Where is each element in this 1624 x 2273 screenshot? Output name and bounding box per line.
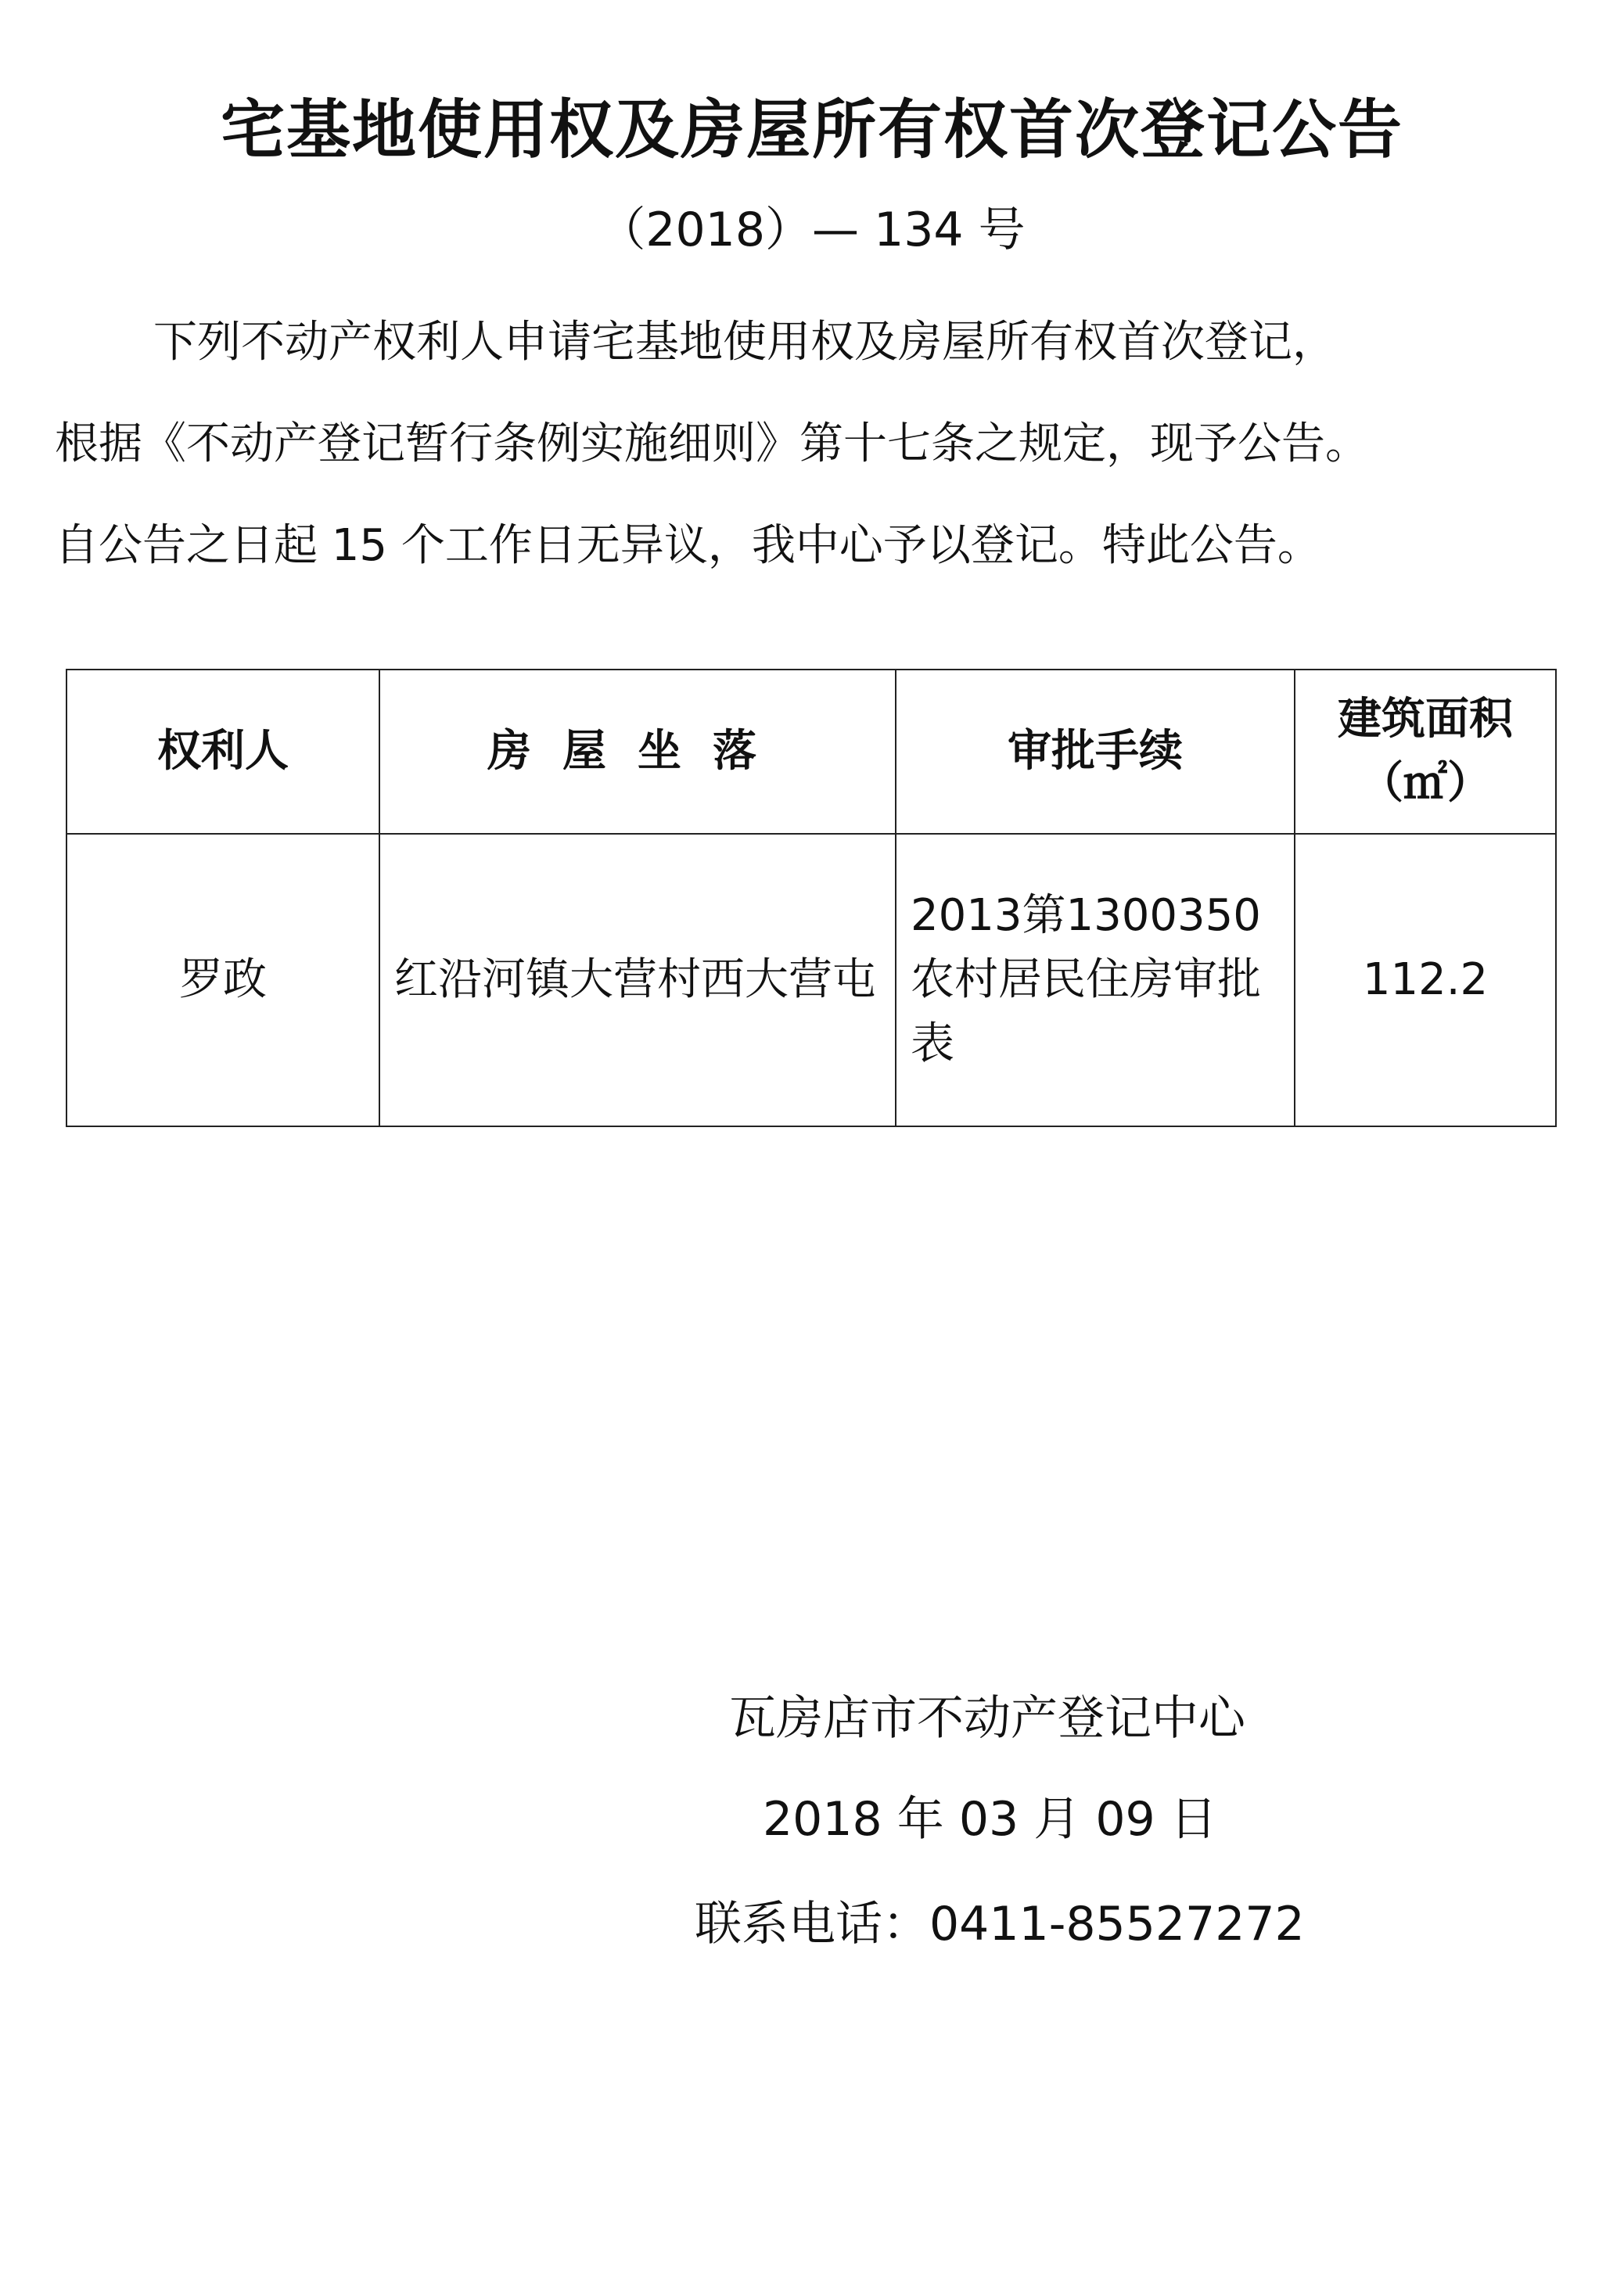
header-approval: 审批手续 [896,670,1295,834]
notice-paragraph-line-3: 自公告之日起 15 个工作日无异议，我中心予以登记。特此公告。 [55,520,1321,571]
header-area-label: 建筑面积 [1338,694,1513,745]
table-row [66,834,1556,1126]
cell-area: 112.2 [1295,834,1556,1126]
cell-owner: 罗政 [66,834,379,1126]
registration-table [66,669,1557,1127]
notice-paragraph-line-1: 下列不动产权利人申请宅基地使用权及房屋所有权首次登记， [153,317,1336,368]
header-owner: 权利人 [66,670,379,834]
issuing-organization: 瓦房店市不动产登记中心 [729,1691,1245,1746]
cell-approval: 2013第1300350农村居民住房审批表 [896,834,1295,1126]
issue-date: 2018 年 03 月 09 日 [763,1792,1217,1847]
cell-location: 红沿河镇大营村西大营屯 [379,834,896,1126]
notice-title: 宅基地使用权及房屋所有权首次登记公告 [220,93,1403,167]
header-area-unit: （㎡） [1360,758,1491,809]
notice-paragraph-line-2: 根据《不动产登记暂行条例实施细则》第十七条之规定，现予公告。 [55,418,1369,469]
header-area [1295,670,1556,834]
table-header-row [66,670,1556,834]
header-location: 房屋坐落 [379,670,896,834]
contact-phone: 联系电话：0411-85527272 [695,1897,1305,1952]
document-number: （2018）— 134 号 [598,203,1026,257]
